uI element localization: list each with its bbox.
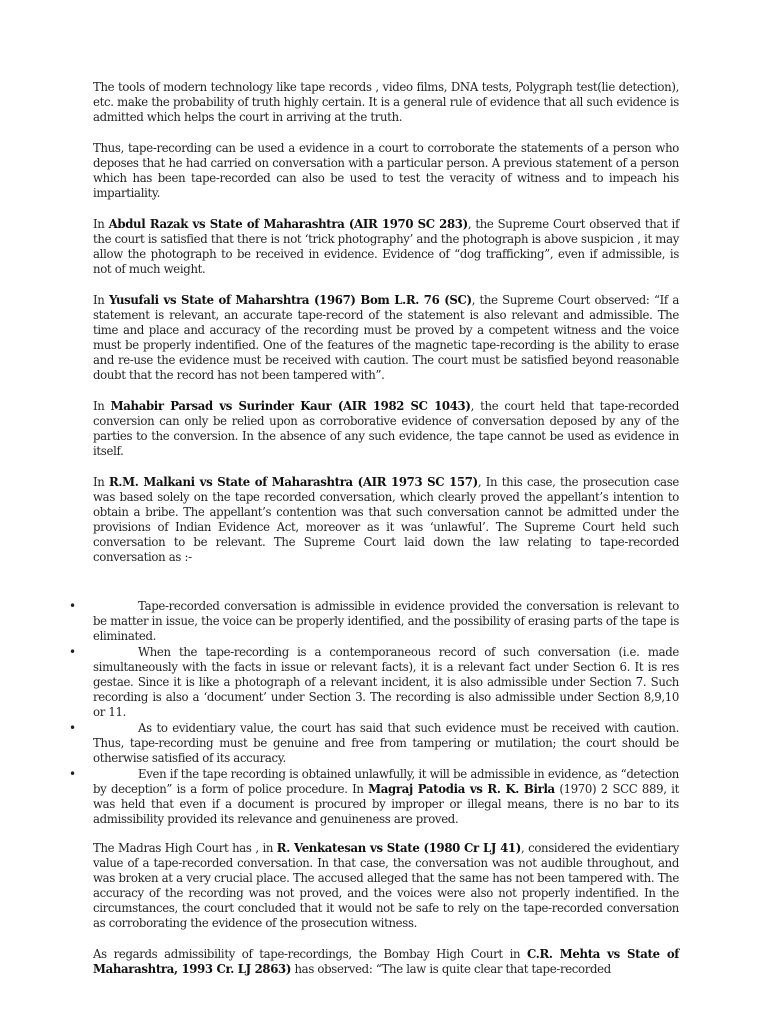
text-run: , In this case, the prosecution case was based solely on the tape recorded conversation, which clearly proved the appellant’s intention to obtain a bribe. The appellant’s contention was that such conversation cannot be admitted under the provisions of Indian Evidence Act, moreover as it was ‘unlawful’. The Supreme Court held such conversation to be relevant. The Supreme Court laid down the law relating to tape-recorded conversation as :-: [93, 475, 679, 564]
text-run: Tape-recorded conversation is admissible in evidence provided the conversation is relevant to be matter in issue, the voice can be properly identified, and the possibility of erasing parts of the tape is eliminated.: [93, 599, 679, 643]
text-run: (1970) 2 SCC 889, it was held that even if a document is procured by improper or illegal means, there is no bar to its admissibility provided its relevance and genuineness are proved.: [93, 782, 679, 826]
bullet-item: [69, 645, 679, 720]
case-citation: C.R. Mehta vs State of Maharashtra, 1993 Cr. LJ 2863): [93, 947, 680, 976]
case-citation: Magraj Patodia vs R. K. Birla: [368, 782, 555, 796]
text-run: The Madras High Court has , in: [93, 841, 277, 855]
paragraphs-top: [93, 80, 679, 565]
text-run: , the Supreme Court observed: “If a statement is relevant, an accurate tape-record of the statement is also relevant and admissible. The time and place and accuracy of the recording must be proved by a competent witness and the voice must be properly indentified. One of the features of the magnetic tape-recording is the ability to erase and re-use the evidence must be received with caution. The court must be satisfied beyond reasonable doubt that the record has not been tampered with”.: [93, 293, 679, 382]
text-run: As to evidentiary value, the court has said that such evidence must be received with caution. Thus, tape-recording must be genuine and free from tampering or mutilation; the court should be otherwise satisfied of its accuracy.: [93, 721, 679, 765]
bullet-marker: •: [69, 599, 76, 613]
text-run: In: [93, 217, 109, 231]
case-citation: R. Venkatesan vs State (1980 Cr LJ 41): [276, 841, 521, 855]
text-run: Even if the tape recording is obtained unlawfully, it will be admissible in evidence, as “detection by deception” is a form of police procedure. In: [93, 767, 679, 796]
text-run: , considered the evidentiary value of a tape-recorded conversation. In that case, the conversation was not audible throughout, and was broken at a very crucial place. The accused alleged that the same has not been tampered with. The accuracy of the recording was not proved, and the voices were also not properly indentified. In the circumstances, the court concluded that it would not be safe to rely on the tape-recorded conversation as corroborating the evidence of the prosecution witness.: [93, 841, 679, 930]
text-run: , the Supreme Court observed that if the court is satisfied that there is not ‘trick photography’ and the photograph is above suspicion , it may allow the photograph to be received in evidence. Evidence of “dog trafficking”, even if admissible, is not of much weight.: [93, 217, 679, 276]
case-citation: Abdul Razak vs State of Maharashtra (AIR 1970 SC 283): [108, 217, 468, 231]
bullet-list: [69, 599, 679, 827]
bullet-item: [69, 599, 679, 644]
text-run: When the tape-recording is a contemporaneous record of such conversation (i.e. made simultaneously with the facts in issue or relevant facts), it is a relevant fact under Section 6. It is res gestae. Since it is like a photograph of a relevant incident, it is also admissible under Section 7. Such recording is also a ‘document’ under Section 3. The recording is also admissible under Section 8,9,10 or 11.: [93, 645, 679, 719]
text-run: In: [93, 399, 111, 413]
bullet-item: [69, 767, 679, 827]
bullet-marker: •: [69, 721, 76, 735]
text-run: As regards admissibility of tape-recordings, the Bombay High Court in: [93, 947, 527, 961]
bullet-item: [69, 721, 679, 766]
text-run: , the court held that tape-recorded conversion can only be relied upon as corroborative evidence of conversation deposed by any of the parties to the conversion. In the absence of any such evidence, the tape cannot be used as evidence in itself.: [93, 399, 679, 458]
paragraph: [93, 141, 679, 201]
bullet-marker: •: [69, 767, 76, 781]
text-run: The tools of modern technology like tape records , video films, DNA tests, Polygraph test(lie detection), etc. make the probability of truth highly certain. It is a general rule of evidence that all such evidence is admitted which helps the court in arriving at the truth.: [93, 80, 679, 124]
text-run: In: [93, 293, 109, 307]
paragraph: [93, 841, 679, 931]
text-run: has observed: “The law is quite clear that tape-recorded: [291, 962, 611, 976]
paragraph: [93, 947, 679, 977]
document-page: [69, 80, 680, 993]
paragraph: [93, 475, 679, 565]
paragraph: [93, 217, 679, 277]
paragraph: [93, 399, 679, 459]
bullet-marker: •: [69, 645, 76, 659]
case-citation: Mahabir Parsad vs Surinder Kaur (AIR 1982 SC 1043): [110, 399, 471, 413]
text-run: In: [93, 475, 110, 489]
text-run: Thus, tape-recording can be used a evidence in a court to corroborate the statements of a person who deposes that he had carried on conversation with a particular person. A previous statement of a person which has been tape-recorded can also be used to test the veracity of witness and to impeach his impartiality.: [93, 141, 679, 200]
paragraph: [93, 80, 679, 125]
paragraphs-bottom: [93, 841, 679, 977]
case-citation: Yusufali vs State of Maharshtra (1967) Bom L.R. 76 (SC): [108, 293, 472, 307]
case-citation: R.M. Malkani vs State of Maharashtra (AIR 1973 SC 157): [109, 475, 478, 489]
paragraph: [93, 293, 679, 383]
